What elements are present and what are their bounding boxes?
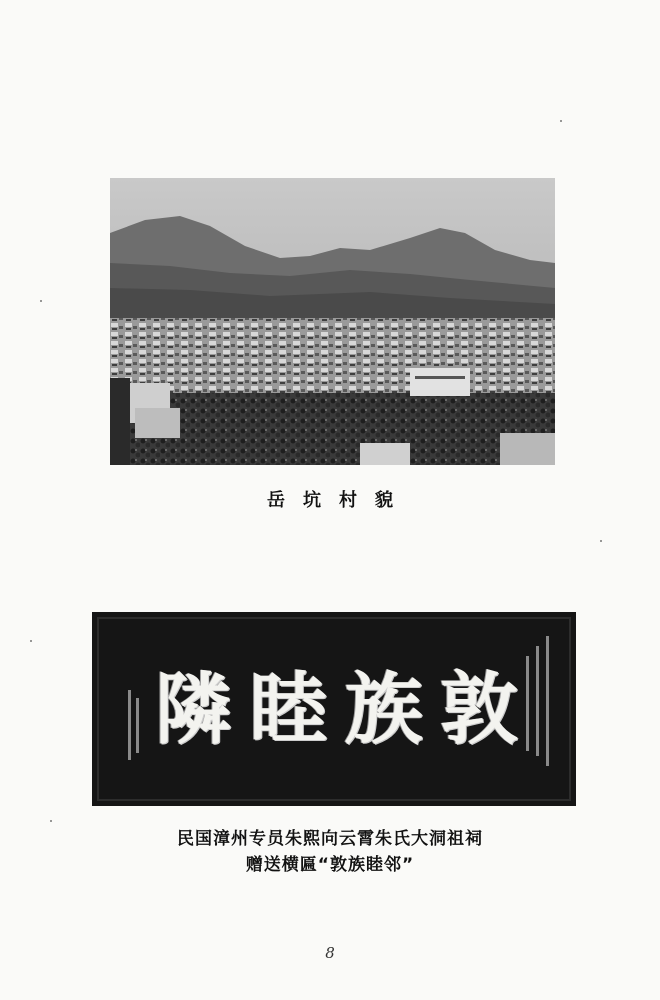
plaque-inscription: [150, 660, 522, 760]
scan-speck: [50, 820, 52, 822]
page-number: 8: [325, 944, 335, 962]
scan-speck: [40, 300, 42, 302]
plaque-caption: [0, 826, 660, 878]
scan-speck: [30, 640, 32, 642]
photo-caption: 岳坑村貌: [267, 490, 411, 511]
scan-speck: [600, 540, 602, 542]
village-photo: [110, 178, 555, 465]
plaque-char-2: 睦: [249, 664, 328, 755]
plaque-caption-line2: 赠送横匾“敦族睦邻”: [245, 855, 415, 875]
plaque-caption-line1: 民国漳州专员朱熙向云霄朱氏大洞祖祠: [177, 829, 483, 849]
plaque-char-3: 族: [344, 664, 423, 755]
plaque-char-4: 敦: [439, 664, 518, 755]
village-photo-illustration: [110, 178, 555, 465]
plaque-photo: [92, 612, 576, 806]
scan-speck: [560, 120, 562, 122]
plaque-char-1: 隣: [153, 664, 232, 755]
